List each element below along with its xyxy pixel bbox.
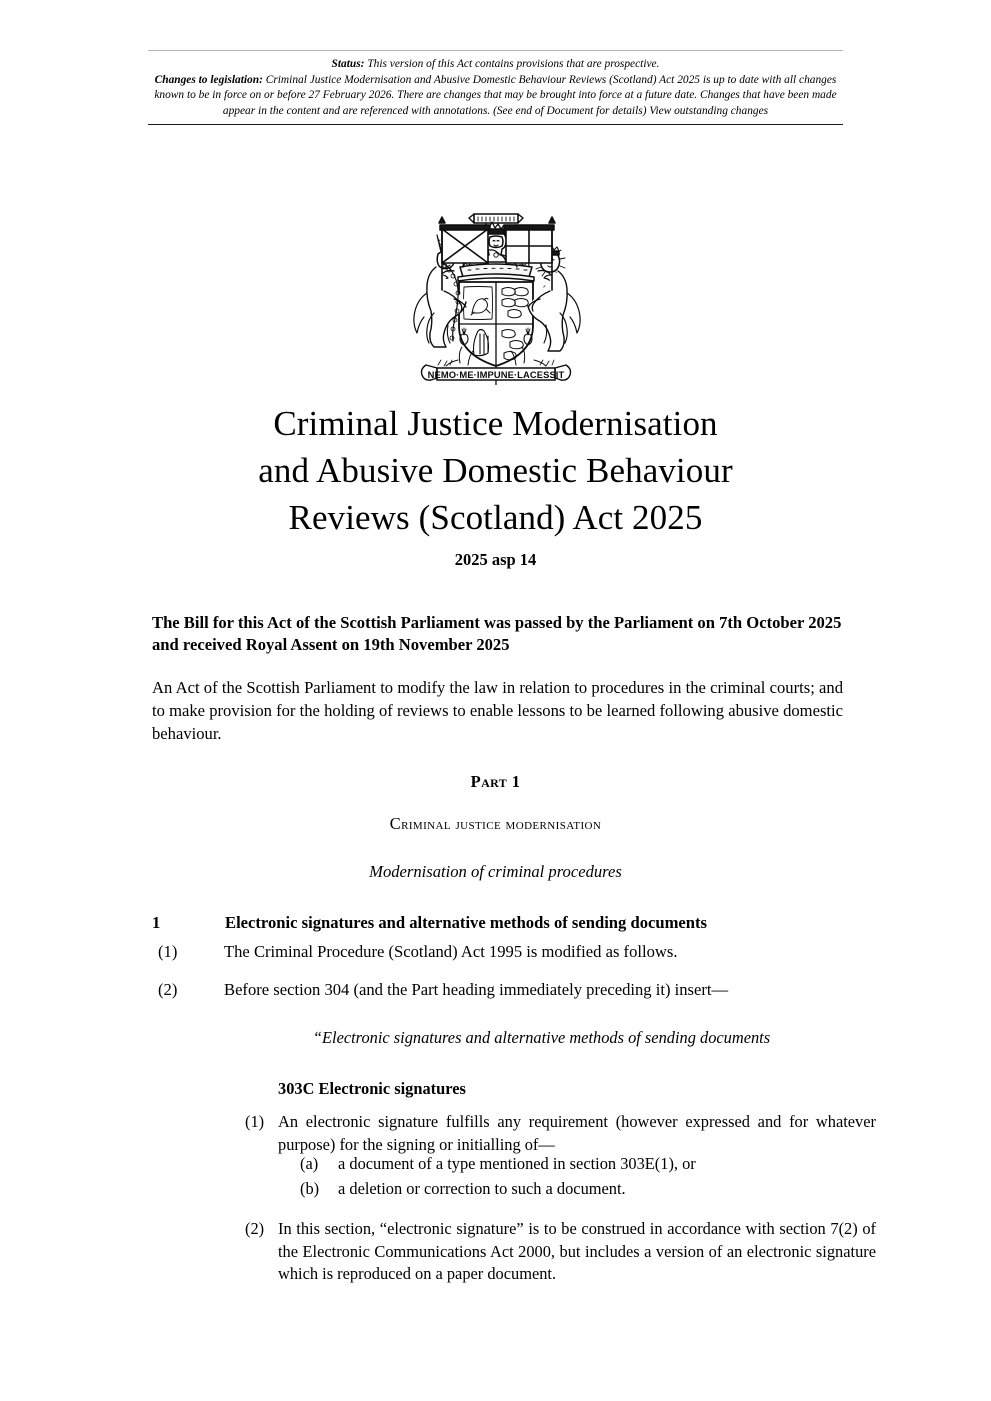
status-text: This version of this Act contains provisions that are prospective.	[367, 58, 660, 70]
changes-line	[148, 73, 843, 120]
part-name-heading: Criminal justice modernisation	[389, 814, 602, 833]
changes-label: Changes to legislation:	[154, 73, 263, 86]
inserted-subsection-1	[245, 1111, 876, 1156]
subsection-marker: (2)	[158, 980, 178, 999]
subsection-text: The Criminal Procedure (Scotland) Act 1995 is modified as follows.	[224, 942, 678, 961]
section-heading	[152, 912, 843, 933]
inserted-cross-heading: “Electronic signatures and alternative methods of sending documents	[312, 1028, 771, 1047]
status-line	[148, 57, 843, 73]
act-number: 2025 asp 14	[454, 550, 537, 569]
paragraph-text: a deletion or correction to such a document.	[338, 1179, 626, 1198]
long-title: An Act of the Scottish Parliament to modify the law in relation to procedures in the criminal courts; and to make provision for the holding of reviews to enable lessons to be learned following abusive domestic behaviour.	[152, 678, 843, 743]
title-block	[148, 400, 843, 570]
changes-text: Criminal Justice Modernisation and Abusive Domestic Behaviour Reviews (Scotland) Act 2025 is up to date with all changes known to be in force on or before 27 February 2026. There are changes that may be brought into force at a future date. Changes that have been made appear in the content and are referenced with annotations. (See end of Document for details) View outstanding changes	[154, 73, 837, 117]
coat-of-arms-container	[0, 205, 991, 390]
section-number: 1	[152, 913, 161, 932]
paragraph-marker: (b)	[300, 1179, 320, 1198]
inserted-paragraph-a	[300, 1153, 843, 1176]
royal-coat-of-arms-icon	[398, 205, 594, 385]
royal-assent-statement: The Bill for this Act of the Scottish Parliament was passed by the Parliament on 7th October 2025 and received Royal Assent on 19th November 2025	[152, 613, 842, 654]
cross-heading: Modernisation of criminal procedures	[369, 862, 622, 881]
inserted-subsection-2	[245, 1218, 876, 1286]
inserted-section-heading: 303C Electronic signatures	[278, 1079, 466, 1098]
motto-text: NEMO·ME·IMPUNE·LACESSIT	[427, 369, 564, 380]
subsection-text: Before section 304 (and the Part heading immediately preceding it) insert—	[224, 980, 729, 999]
subsection-marker: (2)	[245, 1219, 265, 1238]
subsection-marker: (1)	[158, 942, 178, 961]
subsection-1-2	[158, 978, 876, 1001]
inserted-paragraph-b	[300, 1178, 843, 1201]
act-title-line-1: Criminal Justice Modernisation	[273, 404, 718, 443]
act-title-line-3: Reviews (Scotland) Act 2025	[288, 498, 703, 537]
status-header-box	[148, 50, 843, 125]
subsection-1-1	[158, 940, 876, 963]
subsection-text: An electronic signature fulfills any requirement (however expressed and for whatever purpose) for the signing or initialling of—	[278, 1112, 876, 1154]
paragraph-marker: (a)	[300, 1154, 319, 1173]
status-label: Status:	[331, 58, 365, 70]
paragraph-text: a document of a type mentioned in section 303E(1), or	[338, 1154, 696, 1173]
act-title-line-2: and Abusive Domestic Behaviour	[258, 451, 733, 490]
subsection-marker: (1)	[245, 1112, 265, 1131]
subsection-text: In this section, “electronic signature” is to be construed in accordance with section 7(2) of the Electronic Communications Act 2000, but includes a version of an electronic signature which is reproduced on a paper document.	[278, 1219, 876, 1283]
section-title: Electronic signatures and alternative methods of sending documents	[225, 913, 707, 932]
part-number-heading: Part 1	[470, 772, 521, 791]
